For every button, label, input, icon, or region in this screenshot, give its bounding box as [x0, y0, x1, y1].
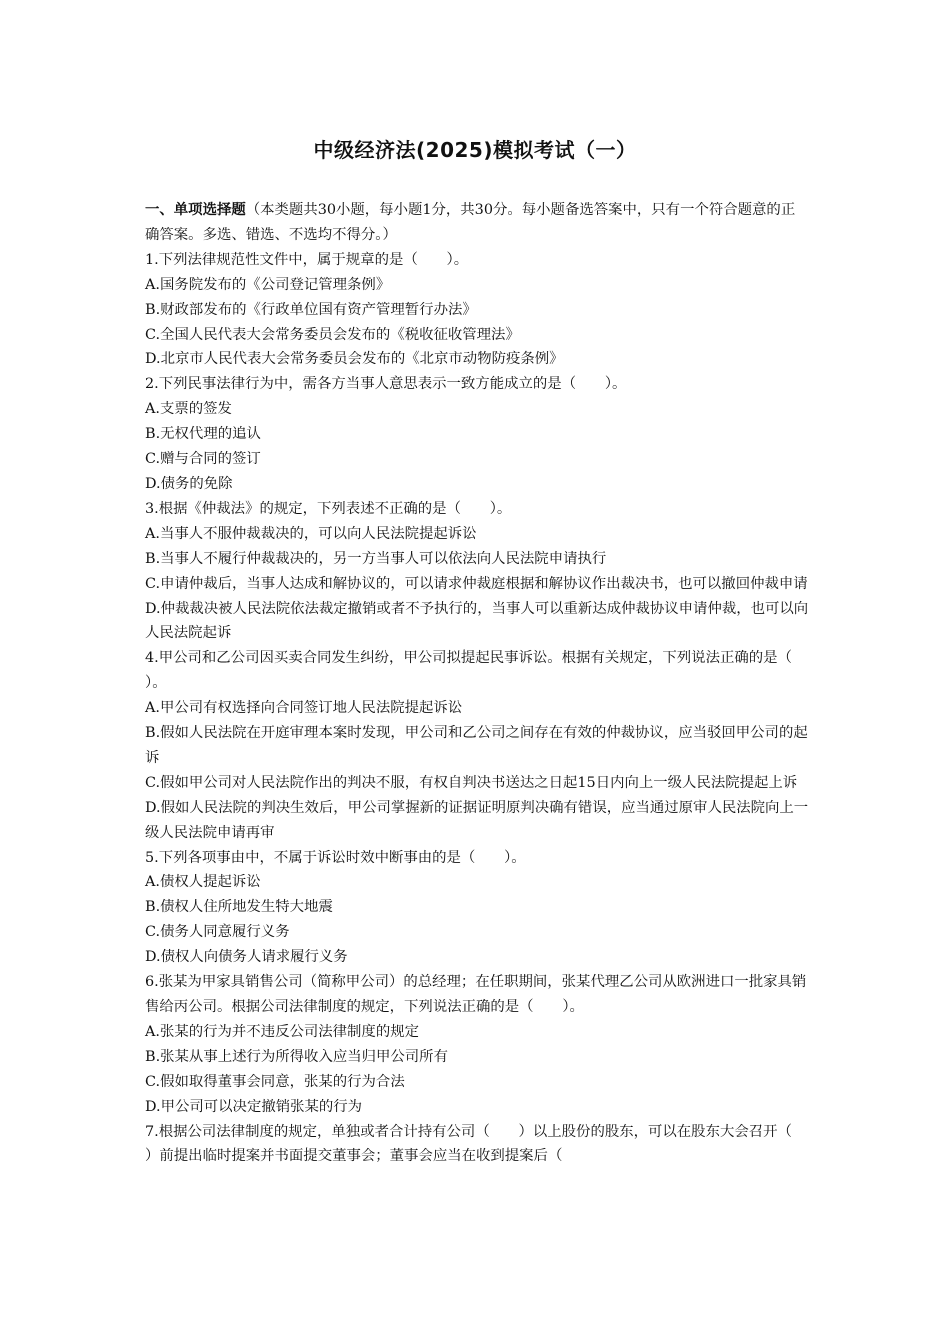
question-stem: 7.根据公司法律制度的规定，单独或者合计持有公司（ ）以上股份的股东，可以在股东大会召开（ ）前提出临时提案并书面提交董事会；董事会应当在收到提案后（ [145, 1123, 821, 1165]
section-instructions: （本类题共30小题，每小题1分，共30分。每小题备选答案中，只有一个符合题意的正确答案。多选、错选、不选均不得分。） [145, 202, 796, 243]
section-intro [145, 198, 809, 248]
question-5 [145, 846, 809, 971]
question-stem: 5.下列各项事由中，不属于诉讼时效中断事由的是（ ）。 [145, 849, 526, 866]
option-c: C.全国人民代表大会常务委员会发布的《税收征收管理法》 [145, 326, 520, 343]
option-b: B.财政部发布的《行政单位国有资产管理暂行办法》 [145, 301, 477, 318]
question-stem: 3.根据《仲裁法》的规定，下列表述不正确的是（ ）。 [145, 500, 512, 517]
option-c: C.债务人同意履行义务 [145, 924, 290, 941]
option-b: B.债权人住所地发生特大地震 [145, 899, 333, 916]
option-d: D.仲裁裁决被人民法院依法裁定撤销或者不予执行的，当事人可以重新达成仲裁协议申请仲裁，也可以向人民法院起诉 [145, 600, 809, 642]
option-c: C.假如甲公司对人民法院作出的判决不服，有权自判决书送达之日起15日内向上一级人民法院提起上诉 [145, 774, 798, 791]
question-stem: 4.甲公司和乙公司因买卖合同发生纠纷，甲公司拟提起民事诉讼。根据有关规定，下列说法正确的是（ ）。 [145, 650, 821, 692]
question-6 [145, 970, 809, 1119]
option-a: A.甲公司有权选择向合同签订地人民法院提起诉讼 [145, 700, 463, 717]
question-1 [145, 248, 809, 373]
option-a: A.债权人提起诉讼 [145, 874, 261, 891]
option-b: B.无权代理的追认 [145, 426, 261, 443]
question-stem: 6.张某为甲家具销售公司（简称甲公司）的总经理；在任职期间，张某代理乙公司从欧洲进口一批家具销售给丙公司。根据公司法律制度的规定，下列说法正确的是（ ）。 [145, 974, 807, 1015]
option-b: B.假如人民法院在开庭审理本案时发现，甲公司和乙公司之间存在有效的仲裁协议，应当驳回甲公司的起诉 [145, 725, 808, 766]
option-d: D.假如人民法院的判决生效后，甲公司掌握新的证据证明原判决确有错误，应当通过原审人民法院向上一级人民法院申请再审 [145, 799, 809, 841]
option-a: A.张某的行为并不违反公司法律制度的规定 [145, 1023, 419, 1040]
option-d: D.债务的免除 [145, 475, 233, 492]
option-a: A.当事人不服仲裁裁决的，可以向人民法院提起诉讼 [145, 525, 477, 542]
option-d: D.北京市人民代表大会常务委员会发布的《北京市动物防疫条例》 [145, 351, 564, 368]
question-2 [145, 372, 809, 497]
option-c: C.申请仲裁后，当事人达成和解协议的，可以请求仲裁庭根据和解协议作出裁决书，也可以撤回仲裁申请 [145, 575, 808, 592]
question-stem: 1.下列法律规范性文件中，属于规章的是（ ）。 [145, 251, 469, 268]
question-stem: 2.下列民事法律行为中，需各方当事人意思表示一致方能成立的是（ ）。 [145, 376, 627, 393]
option-c: C.赠与合同的签订 [145, 451, 261, 468]
section-heading: 一、单项选择题 [145, 202, 246, 218]
option-b: B.张某从事上述行为所得收入应当归甲公司所有 [145, 1048, 448, 1065]
option-a: A.支票的签发 [145, 401, 232, 418]
question-7 [145, 1120, 821, 1170]
option-c: C.假如取得董事会同意，张某的行为合法 [145, 1073, 405, 1090]
option-d: D.甲公司可以决定撤销张某的行为 [145, 1098, 363, 1115]
question-4 [145, 646, 821, 845]
page-title: 中级经济法(2025)模拟考试（一） [313, 138, 637, 162]
question-3 [145, 497, 809, 646]
document-body [145, 198, 821, 1169]
option-b: B.当事人不履行仲裁裁决的，另一方当事人可以依法向人民法院申请执行 [145, 550, 607, 567]
option-d: D.债权人向债务人请求履行义务 [145, 949, 348, 966]
option-a: A.国务院发布的《公司登记管理条例》 [145, 276, 391, 293]
